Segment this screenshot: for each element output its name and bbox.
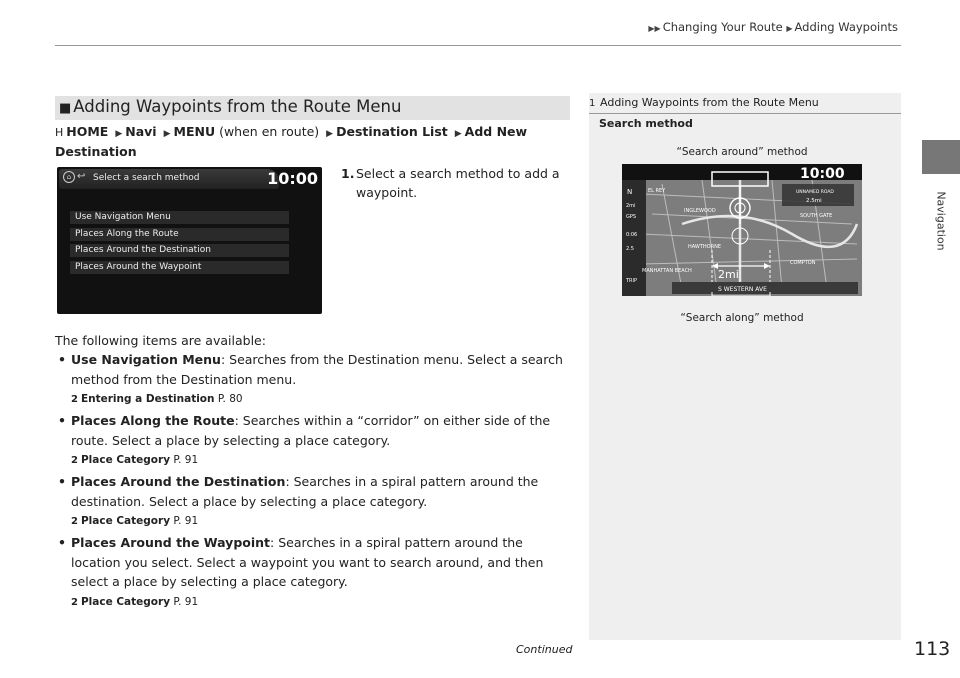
ref-label: Entering a Destination	[80, 393, 215, 405]
map-gps: GPS	[626, 214, 637, 220]
ref-page: P. 91	[173, 515, 199, 527]
option-item: • Places Along the Route: Searches within a “corridor” on either side of the route. Select a place by selecting a place category.	[58, 413, 551, 448]
page-number: 113	[914, 638, 951, 660]
path-home: HOME	[66, 124, 109, 139]
cross-reference[interactable]	[55, 594, 570, 611]
nav-screen-image	[57, 167, 322, 314]
double-arrow-icon: ▶▶	[648, 24, 661, 33]
ref-page: P. 91	[173, 454, 199, 466]
option-name: Places Along the Route	[71, 413, 235, 428]
note-icon: 1	[589, 98, 596, 109]
ref-label: Place Category	[80, 595, 171, 608]
home-icon: ⌂	[63, 171, 75, 183]
option-desc: : Searches in a spiral pattern around the location you select. Select a waypoint you want to search around, and then select a place by selecting a place category.	[71, 535, 544, 589]
option-item: • Places Around the Destination: Searches in a spiral pattern around the destination. Select a place by selecting a place category.	[58, 474, 539, 509]
option-desc: : Searches from the Destination menu. Select a search method from the Destination menu.	[71, 352, 563, 387]
ref-label: Place Category	[80, 454, 171, 466]
ref-page: P. 91	[173, 595, 199, 608]
option-name: Use Navigation Menu	[71, 352, 221, 367]
sidebar-note-subtitle: Search method	[599, 117, 693, 130]
home-icon: H	[55, 126, 64, 139]
map-left-scale: 2mi	[626, 203, 636, 209]
map-place: MANHATTAN BEACH	[642, 268, 692, 274]
path-menu: MENU	[173, 124, 216, 139]
side-tab-marker	[922, 140, 960, 174]
side-tab-label: Navigation	[934, 191, 948, 251]
map-distance: 2.5mi	[806, 198, 822, 204]
square-bullet-icon: ■	[59, 101, 72, 116]
map-unnamed-road: UNNAMED ROAD	[796, 190, 834, 195]
ref-label: Place Category	[80, 515, 171, 527]
path-destination-list: Destination List	[336, 124, 448, 139]
reference-icon: 2	[71, 455, 78, 466]
map-place: COMPTON	[790, 260, 816, 266]
option-name: Places Around the Waypoint	[71, 535, 271, 550]
screen-menu-item: Use Navigation Menu	[70, 211, 289, 224]
items-intro: The following items are available:	[55, 333, 266, 348]
map-left-dist: 2.5	[626, 246, 634, 252]
screen-menu-list	[70, 211, 289, 277]
search-around-label: “Search around” method	[676, 146, 808, 158]
step-1	[341, 164, 566, 202]
map-clock: 10:00	[800, 166, 845, 182]
cross-reference[interactable]	[55, 452, 570, 469]
section-title	[55, 96, 570, 120]
screen-menu-item: Places Around the Waypoint	[70, 261, 289, 274]
side-tab	[918, 176, 960, 266]
map-street: S WESTERN AVE	[718, 286, 767, 293]
option-item: • Use Navigation Menu: Searches from the Destination menu. Select a search method from the Destination menu.	[58, 352, 563, 387]
arrow-icon: ▶	[454, 129, 462, 139]
screen-menu-item: Places Around the Destination	[70, 244, 289, 257]
cross-reference[interactable]	[55, 513, 570, 530]
screen-clock: 10:00	[267, 169, 318, 188]
reference-icon: 2	[71, 516, 78, 527]
step-number: 1.	[341, 166, 355, 181]
map-place: INGLEWOOD	[684, 208, 716, 214]
back-icon: ↩	[77, 171, 86, 182]
path-menu-suffix: (when en route)	[215, 124, 320, 139]
options-list	[55, 350, 570, 614]
arrow-icon: ▶	[163, 129, 171, 139]
breadcrumb-item-1: Changing Your Route	[662, 20, 783, 34]
path-navi: Navi	[125, 124, 157, 139]
option-desc: : Searches in a spiral pattern around the destination. Select a place by selecting a place category.	[71, 474, 539, 509]
header-divider	[55, 45, 901, 46]
cross-reference[interactable]	[55, 391, 570, 408]
map-scale: 2mi	[718, 268, 739, 281]
breadcrumb	[648, 20, 898, 34]
path-add-new-destination: Add New Destination	[55, 124, 528, 159]
sidebar-note-title-text: Adding Waypoints from the Route Menu	[600, 96, 819, 109]
map-place: EL REY	[648, 188, 666, 194]
option-item: • Places Around the Waypoint: Searches in a spiral pattern around the location you select. Select a waypoint you want to search around, and then select a place by selecting a place category.	[58, 535, 544, 589]
section-title-text: Adding Waypoints from the Route Menu	[73, 97, 402, 116]
option-name: Places Around the Destination	[71, 474, 286, 489]
continued-label: Continued	[516, 643, 573, 656]
ref-page: P. 80	[217, 393, 243, 405]
arrow-icon: ▶	[326, 129, 334, 139]
map-place: SOUTH GATE	[800, 213, 833, 219]
arrow-icon: ▶	[786, 24, 793, 33]
map-compass: N	[627, 188, 633, 196]
step-text: Select a search method to add a waypoint.	[356, 166, 560, 200]
option-desc: : Searches within a “corridor” on either side of the route. Select a place by selecting a place category.	[71, 413, 551, 448]
map-left-time: 0:06	[626, 232, 638, 238]
map-image	[622, 164, 862, 296]
arrow-icon: ▶	[115, 129, 123, 139]
reference-icon: 2	[71, 394, 78, 405]
map-place: HAWTHORNE	[688, 244, 721, 250]
screen-menu-item: Places Along the Route	[70, 228, 289, 241]
breadcrumb-item-2: Adding Waypoints	[794, 20, 898, 34]
search-along-label: “Search along” method	[680, 312, 804, 324]
sidebar-note-title	[589, 96, 901, 109]
reference-icon: 2	[71, 596, 78, 608]
sidebar-note-divider	[589, 113, 901, 114]
menu-path	[55, 123, 570, 161]
screen-title: Select a search method	[93, 173, 200, 183]
map-trip: TRIP	[626, 278, 638, 284]
